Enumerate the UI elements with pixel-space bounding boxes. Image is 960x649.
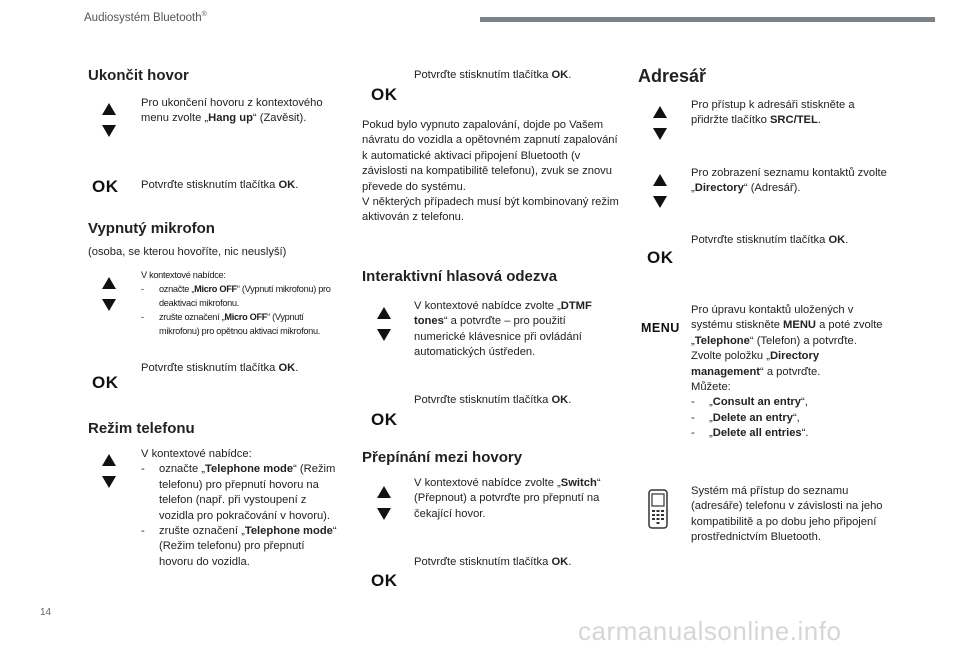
directory-list: Pro zobrazení seznamu kontaktů zvolte „Directory“ (Adresář). <box>691 167 887 195</box>
heading-end-call: Ukončit hovor <box>88 67 189 84</box>
page-number: 14 <box>40 607 52 618</box>
end-call-instruction: Pro ukončení hovoru z kontextového menu zvolte „Hang up“ (Zavěsit). <box>141 97 323 125</box>
mobile-phone-icon <box>647 489 669 534</box>
ok-button-icon: OK <box>371 85 398 104</box>
directory-edit: Pro úpravu kontaktů uložených v systému stiskněte MENU a poté zvolte „Telephone“ (Telefon) a potvrďte. Zvolte položku „Directory management“ a potvrďte. Můžete: - „Consult an entry“, - „Delete an entry“, - „Delete all entries“. <box>691 304 883 440</box>
watermark: carmanualsonline.info <box>578 616 842 646</box>
voice-instruction: V kontextové nabídce zvolte „DTMF tones“ a potvrďte – pro použití numerické klávesnice při ovládání automatických ústředen. <box>414 300 592 359</box>
directory-access: Pro přístup k adresáři stiskněte a přidržte tlačítko SRC/TEL. <box>691 99 855 127</box>
ok-button-icon: OK <box>92 373 119 392</box>
heading-phone-mode: Režim telefonu <box>88 420 195 437</box>
directory-note: Systém má přístup do seznamu (adresáře) telefonu v závislosti na jeho kompatibilitě a po dobu jeho připojení prostřednictvím Bluetooth. <box>691 485 883 544</box>
up-down-arrows-icon <box>100 275 118 313</box>
menu-button-icon: MENU <box>641 321 680 335</box>
up-down-arrows-icon <box>651 172 669 210</box>
heading-switch-calls: Přepínání mezi hovory <box>362 449 523 466</box>
mic-off-options: V kontextové nabídce: - označte „Micro OFF“ (Vypnutí mikrofonu) pro deaktivaci mikrofonu. - zrušte označení „Micro OFF“ (Vypnutí mikrofonu) pro opětnou aktivaci mikrofonu. <box>141 270 331 336</box>
mic-off-confirm: Potvrďte stisknutím tlačítka OK. <box>141 362 299 374</box>
up-down-arrows-icon <box>100 101 118 139</box>
switch-confirm: Potvrďte stisknutím tlačítka OK. <box>414 556 572 568</box>
running-header: Audiosystém Bluetooth® <box>84 11 207 24</box>
up-down-arrows-icon <box>100 452 118 490</box>
heading-voice-response: Interaktivní hlasová odezva <box>362 268 558 285</box>
up-down-arrows-icon <box>375 484 393 522</box>
end-call-confirm: Potvrďte stisknutím tlačítka OK. <box>141 179 299 191</box>
top-confirm: Potvrďte stisknutím tlačítka OK. <box>414 69 572 81</box>
switch-instruction: V kontextové nabídce zvolte „Switch“ (Přepnout) a potvrďte pro přepnutí na čekající hovor. <box>414 477 601 520</box>
up-down-arrows-icon <box>651 104 669 142</box>
voice-confirm: Potvrďte stisknutím tlačítka OK. <box>414 394 572 406</box>
ok-button-icon: OK <box>92 177 119 196</box>
up-down-arrows-icon <box>375 305 393 343</box>
directory-confirm: Potvrďte stisknutím tlačítka OK. <box>691 234 849 246</box>
heading-mic-off: Vypnutý mikrofon <box>88 220 215 237</box>
phone-mode-options: V kontextové nabídce: - označte „Telephone mode“ (Režim telefonu) pro přepnutí hovoru na telefon (např. při vystoupení z vozidla pro pokračování v hovoru). - zrušte označení „Telephone mode“ (Režim telefonu) pro přepnutí hovoru do vozidla. <box>141 448 337 568</box>
reconnect-paragraph: Pokud bylo vypnuto zapalování, dojde po Vašem návratu do vozidla a opětovném zapnutí zapalování k automatické aktivaci připojení Bluetooth (v závislosti na kompatibilitě telefonu), zvuk se znovu převede do systému. V některých případech musí být kombinovaný režim aktivován z telefonu. <box>362 119 619 224</box>
ok-button-icon: OK <box>371 410 398 429</box>
ok-button-icon: OK <box>647 248 674 267</box>
mic-off-subtitle: (osoba, se kterou hovoříte, nic neuslyší) <box>88 246 287 258</box>
header-rule <box>480 17 935 22</box>
ok-button-icon: OK <box>371 571 398 590</box>
heading-directory: Adresář <box>638 66 707 86</box>
